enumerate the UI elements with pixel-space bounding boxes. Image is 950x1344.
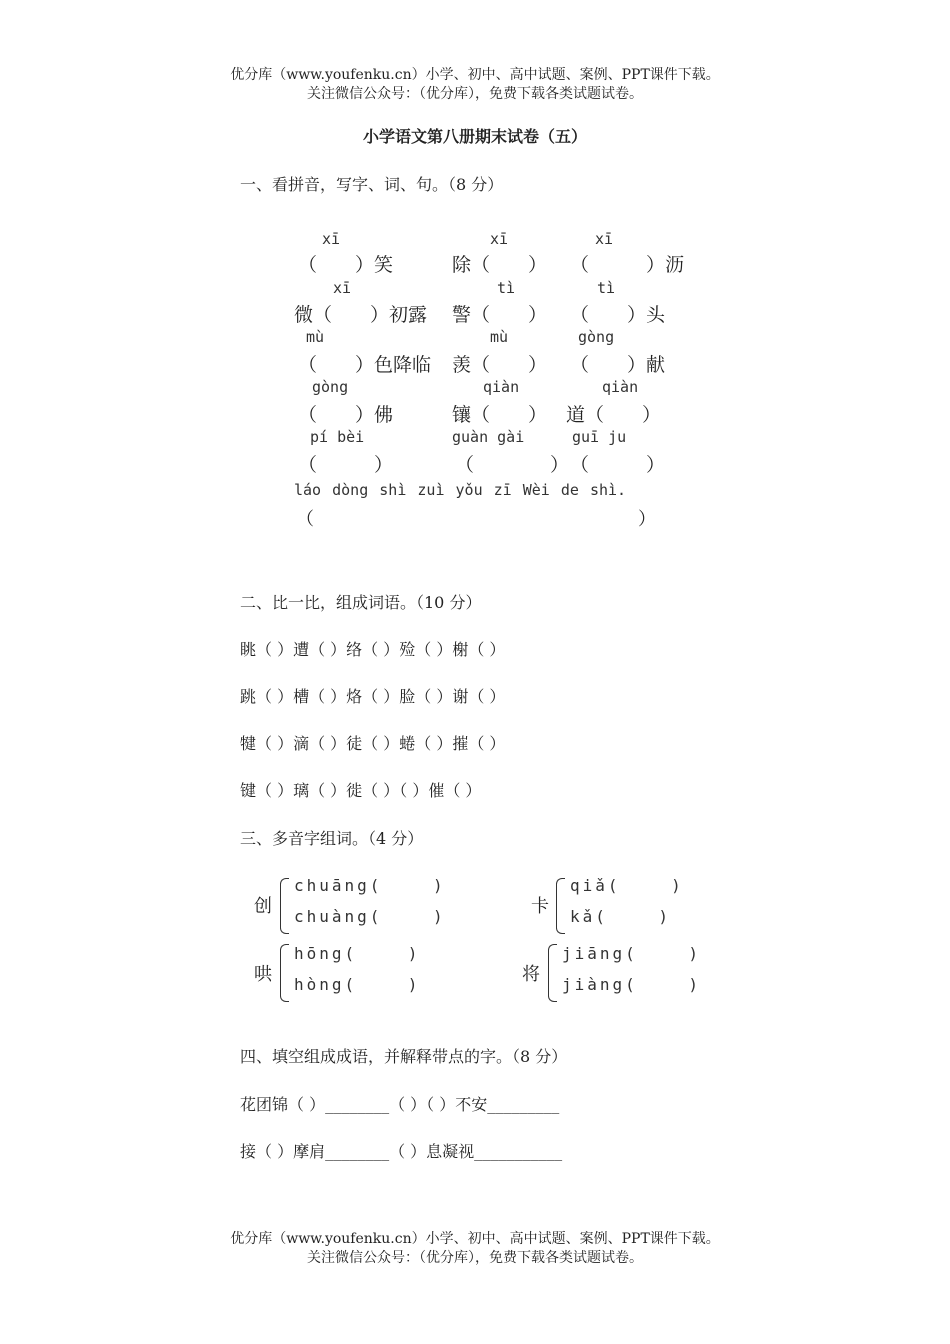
footer-line-2: 关注微信公众号：（优分库），免费下载各类试题试卷。 [307, 1250, 643, 1266]
write-blank-item: （ ）佛 [298, 404, 394, 426]
brace-icon [280, 878, 289, 934]
pinyin-label: xī [322, 230, 341, 248]
polyphone-line: hòng( ) [294, 975, 421, 994]
pinyin-label: xī [595, 230, 614, 248]
section-3-heading: 三、多音字组词。（4 分） [240, 829, 424, 848]
write-blank-item: 羡（ ） [452, 354, 548, 376]
polyphone-line: chuàng( ) [294, 907, 446, 926]
idiom-row: 接（ ）摩肩________（ ）息凝视___________ [240, 1142, 563, 1161]
page-title: 小学语文第八册期末试卷（五） [362, 127, 587, 146]
write-blank-item: （ ）头 [570, 304, 666, 326]
polyphone-line: qiǎ( ) [570, 876, 684, 895]
section-1-heading: 一、看拼音，写字、词、句。（8 分） [240, 175, 504, 194]
write-blank-item: （ ）沥 [570, 254, 685, 276]
pinyin-label: mù [306, 328, 325, 346]
polyphone-line: chuāng( ) [294, 876, 446, 895]
write-blank-item: 镶（ ） [452, 404, 548, 426]
write-blank-item: （ ）献 [570, 354, 666, 376]
pinyin-label: qiàn [602, 378, 639, 396]
write-blank-item: 道（ ） [566, 404, 662, 426]
compare-row: 跳（ ）槽（ ）烙（ ）脸（ ）谢（ ） [240, 687, 506, 706]
compare-row: 键（ ）璃（ ）徙（ ）（ ）催（ ） [240, 781, 482, 800]
section-4-heading: 四、填空组成成语，并解释带点的字。（8 分） [240, 1047, 568, 1066]
polyphone-char: 创 [254, 896, 272, 917]
write-blank-item: （ ）色降临 [298, 354, 432, 376]
sentence-blank: （ ） [296, 509, 656, 530]
pinyin-label: xī [490, 230, 509, 248]
idiom-row: 花团锦（ ）________（ ）（ ）不安_________ [240, 1095, 560, 1114]
pinyin-label: pí bèi [310, 428, 365, 446]
pinyin-label: xī [333, 279, 352, 297]
write-blank-item: （ ）笑 [298, 254, 394, 276]
write-blank-item: （ ） [455, 454, 570, 476]
write-blank-item: 除（ ） [452, 254, 548, 276]
compare-row: 犍（ ）滴（ ）徒（ ）蜷（ ）摧（ ） [240, 734, 506, 753]
polyphone-line: kǎ( ) [570, 907, 672, 926]
header-line-2: 关注微信公众号：（优分库），免费下载各类试题试卷。 [307, 86, 643, 102]
pinyin-label: gòng [312, 378, 349, 396]
compare-row: 眺（ ）遭（ ）络（ ）殓（ ）榭（ ） [240, 640, 506, 659]
brace-icon [280, 944, 289, 1002]
pinyin-label: gòng [578, 328, 615, 346]
write-blank-item: （ ） [570, 454, 666, 476]
write-blank-item: 微（ ）初露 [294, 304, 428, 326]
section-2-heading: 二、比一比，组成词语。（10 分） [240, 593, 482, 612]
write-blank-item: 警（ ） [452, 304, 548, 326]
pinyin-label: tì [597, 279, 616, 297]
polyphone-char: 卡 [531, 896, 549, 917]
write-blank-item: （ ） [298, 454, 394, 476]
pinyin-label: guàn gài [452, 428, 525, 446]
header-line-1: 优分库（www.youfenku.cn）小学、初中、高中试题、案例、PPT课件下载。 [230, 67, 720, 83]
polyphone-line: jiāng( ) [562, 944, 701, 963]
polyphone-char: 将 [522, 964, 540, 985]
sentence-pinyin: láo dòng shì zuì yǒu zī Wèi de shì. [294, 481, 627, 499]
polyphone-line: hōng( ) [294, 944, 421, 963]
pinyin-label: tì [497, 279, 516, 297]
brace-icon [556, 878, 565, 934]
pinyin-label: mù [490, 328, 509, 346]
polyphone-char: 哄 [254, 964, 272, 985]
footer-line-1: 优分库（www.youfenku.cn）小学、初中、高中试题、案例、PPT课件下载。 [230, 1231, 720, 1247]
pinyin-label: guī ju [572, 428, 627, 446]
polyphone-line: jiàng( ) [562, 975, 701, 994]
pinyin-label: qiàn [483, 378, 520, 396]
brace-icon [548, 944, 557, 1002]
